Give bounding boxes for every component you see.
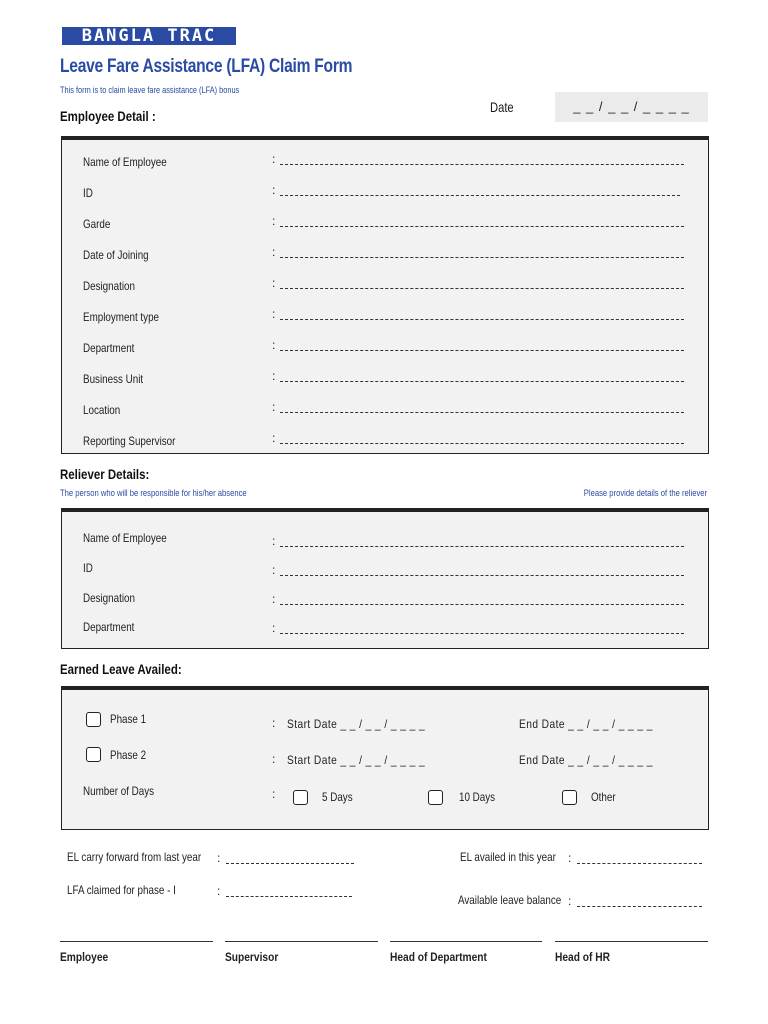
employee-detail-heading: Employee Detail : (60, 108, 156, 124)
colon: : (272, 431, 276, 445)
colon: : (272, 621, 276, 635)
business-unit-label: Business Unit (83, 372, 144, 386)
earned-leave-heading: Earned Leave Availed: (60, 661, 182, 677)
el-carry-forward-field[interactable] (226, 863, 354, 864)
employment-type-label: Employment type (83, 310, 160, 324)
other-days-checkbox[interactable] (562, 790, 577, 805)
reliever-name-label: Name of Employee (83, 531, 167, 545)
earned-leave-panel (61, 686, 709, 830)
employee-name-label: Name of Employee (83, 155, 167, 169)
supervisor-signature-label: Supervisor (225, 950, 279, 964)
head-of-department-signature-label: Head of Department (390, 950, 487, 964)
phase-1-checkbox[interactable] (86, 712, 101, 727)
number-of-days-label: Number of Days (83, 784, 155, 798)
employee-detail-panel (61, 136, 709, 454)
available-balance-label: Available leave balance (458, 893, 562, 907)
ten-days-label: 10 Days (459, 790, 496, 804)
reliever-name-field[interactable] (280, 546, 684, 547)
phase-2-checkbox[interactable] (86, 747, 101, 762)
colon: : (272, 534, 276, 548)
employee-signature-line[interactable] (60, 941, 213, 942)
head-of-hr-signature-label: Head of HR (555, 950, 610, 964)
colon: : (217, 884, 221, 898)
phase-1-label: Phase 1 (110, 712, 147, 726)
employment-type-field[interactable] (280, 319, 684, 320)
colon: : (272, 307, 276, 321)
designation-field[interactable] (280, 288, 684, 289)
colon: : (272, 563, 276, 577)
colon: : (272, 245, 276, 259)
el-availed-field[interactable] (577, 863, 702, 864)
colon: : (272, 152, 276, 166)
head-of-department-signature-line[interactable] (390, 941, 542, 942)
employee-signature-label: Employee (60, 950, 109, 964)
colon: : (272, 752, 276, 766)
phase-2-label: Phase 2 (110, 748, 147, 762)
colon: : (272, 214, 276, 228)
reporting-supervisor-label: Reporting Supervisor (83, 434, 176, 448)
date-of-joining-label: Date of Joining (83, 248, 149, 262)
designation-label: Designation (83, 279, 135, 293)
phase-1-end-date[interactable]: End Date _ _ / _ _ / _ _ _ _ (519, 717, 653, 731)
reliever-details-panel (61, 508, 709, 649)
phase-2-end-date[interactable]: End Date _ _ / _ _ / _ _ _ _ (519, 753, 653, 767)
reliever-note-right: Please provide details of the reliever (583, 488, 707, 498)
supervisor-signature-line[interactable] (225, 941, 378, 942)
el-carry-forward-label: EL carry forward from last year (67, 850, 202, 864)
location-field[interactable] (280, 412, 684, 413)
reporting-supervisor-field[interactable] (280, 443, 684, 444)
colon: : (217, 851, 221, 865)
employee-grade-field[interactable] (280, 226, 684, 227)
date-of-joining-field[interactable] (280, 257, 684, 258)
employee-id-label: ID (83, 186, 93, 200)
five-days-checkbox[interactable] (293, 790, 308, 805)
date-field[interactable]: _ _ / _ _ / _ _ _ _ (555, 92, 708, 122)
colon: : (272, 787, 276, 801)
five-days-label: 5 Days (322, 790, 353, 804)
colon: : (272, 592, 276, 606)
reliever-department-label: Department (83, 620, 135, 634)
location-label: Location (83, 403, 121, 417)
available-balance-field[interactable] (577, 906, 702, 907)
phase-2-start-date[interactable]: Start Date _ _ / _ _ / _ _ _ _ (287, 753, 426, 767)
colon: : (272, 276, 276, 290)
ten-days-checkbox[interactable] (428, 790, 443, 805)
reliever-details-heading: Reliever Details: (60, 466, 150, 482)
form-subtitle: This form is to claim leave fare assistance (LFA) bonus (60, 85, 240, 95)
employee-name-field[interactable] (280, 164, 684, 165)
colon: : (568, 894, 572, 908)
colon: : (272, 338, 276, 352)
phase-1-start-date[interactable]: Start Date _ _ / _ _ / _ _ _ _ (287, 717, 426, 731)
reliever-note-left: The person who will be responsible for his/her absence (60, 488, 247, 498)
other-days-label: Other (591, 790, 616, 804)
employee-grade-label: Garde (83, 217, 111, 231)
lfa-claimed-label: LFA claimed for phase - I (67, 883, 176, 897)
reliever-designation-field[interactable] (280, 604, 684, 605)
company-logo: BANGLA TRAC (62, 27, 236, 45)
reliever-designation-label: Designation (83, 591, 135, 605)
colon: : (568, 851, 572, 865)
business-unit-field[interactable] (280, 381, 684, 382)
employee-id-field[interactable] (280, 195, 680, 196)
reliever-id-label: ID (83, 561, 93, 575)
colon: : (272, 716, 276, 730)
colon: : (272, 400, 276, 414)
reliever-id-field[interactable] (280, 575, 684, 576)
form-title: Leave Fare Assistance (LFA) Claim Form (60, 56, 353, 77)
date-label: Date (490, 99, 514, 115)
lfa-claimed-field[interactable] (226, 896, 352, 897)
head-of-hr-signature-line[interactable] (555, 941, 708, 942)
reliever-department-field[interactable] (280, 633, 684, 634)
colon: : (272, 183, 276, 197)
department-field[interactable] (280, 350, 684, 351)
colon: : (272, 369, 276, 383)
el-availed-label: EL availed in this year (460, 850, 556, 864)
department-label: Department (83, 341, 135, 355)
